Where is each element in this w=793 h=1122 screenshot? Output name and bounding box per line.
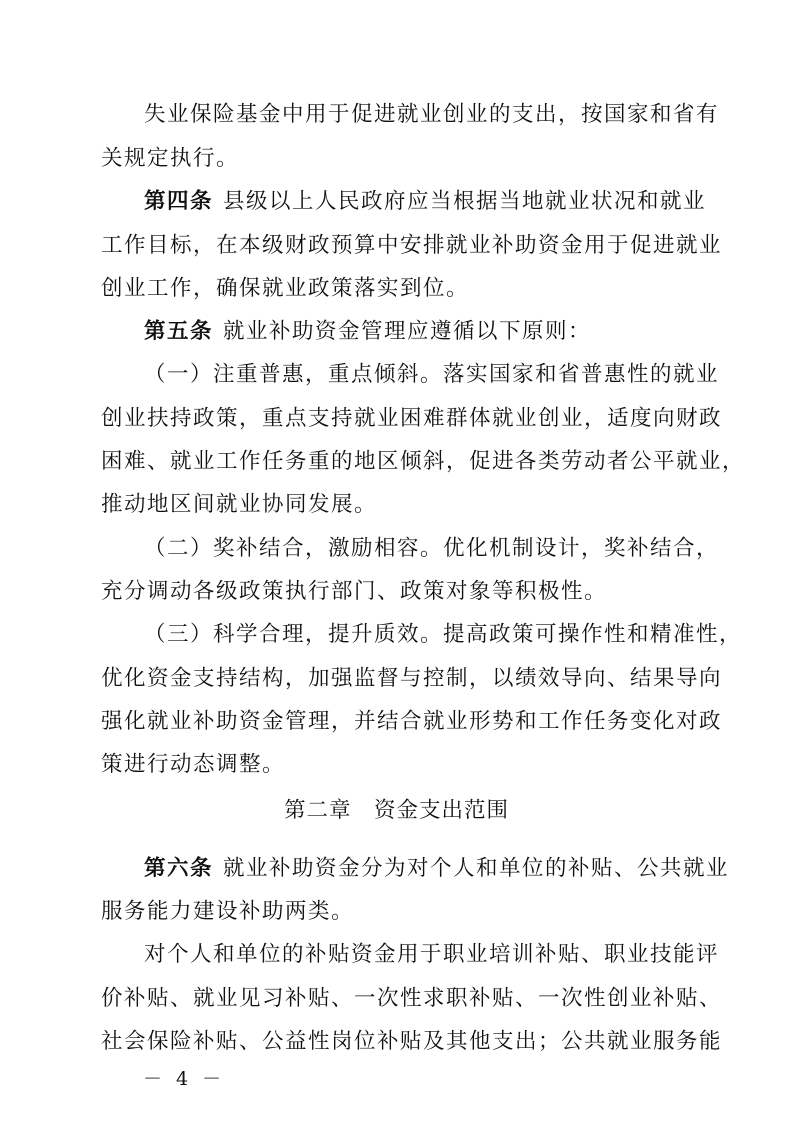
text-line: 策进行动态调整。 [101,752,286,777]
text-line: 充分调动各级政策执行部门、政策对象等积极性。 [101,579,608,604]
text-line: 创业扶持政策，重点支持就业困难群体就业创业，适度向财政 [101,406,723,431]
text-line: （三）科学合理，提升质效。提高政策可操作性和精准性， [144,622,743,647]
text-line: 社会保险补贴、公益性岗位补贴及其他支出；公共就业服务能 [101,1029,723,1054]
article-label: 第四条 [144,189,214,214]
text-line: 强化就业补助资金管理，并结合就业形势和工作任务变化对政 [101,709,723,734]
text-line: 困难、就业工作任务重的地区倾斜，促进各类劳动者公平就业， [101,449,746,474]
text-line: 就业补助资金管理应遵循以下原则： [223,319,592,344]
text-line: （一）注重普惠，重点倾斜。落实国家和省普惠性的就业 [144,362,720,387]
text-line: 失业保险基金中用于促进就业创业的支出，按国家和省有 [144,102,720,127]
text-line: 优化资金支持结构，加强监督与控制，以绩效导向、结果导向 [101,666,723,691]
text-line: 工作目标，在本级财政预算中安排就业补助资金用于促进就业 [101,233,723,258]
page-number: － 4 － [143,1068,226,1090]
text-line: 对个人和单位的补贴资金用于职业培训补贴、职业技能评 [144,942,720,967]
text-line: 推动地区间就业协同发展。 [101,492,378,517]
text-line: 关规定执行。 [101,146,240,171]
text-line: 服务能力建设补助两类。 [101,899,355,924]
text-line: 县级以上人民政府应当根据当地就业状况和就业 [223,189,707,214]
article-6-line [144,853,729,885]
text-line: 价补贴、就业见习补贴、一次性求职补贴、一次性创业补贴、 [101,986,723,1011]
article-4-line [144,186,706,218]
text-line: 就业补助资金分为对个人和单位的补贴、公共就业 [223,856,730,881]
text-line: （二）奖补结合，激励相容。优化机制设计，奖补结合， [144,536,720,561]
chapter-heading: 第二章 资金支出范围 [283,798,509,823]
article-5-line [144,316,591,348]
article-label: 第六条 [144,856,214,881]
text-line: 创业工作，确保就业政策落实到位。 [101,276,470,301]
article-label: 第五条 [144,319,214,344]
